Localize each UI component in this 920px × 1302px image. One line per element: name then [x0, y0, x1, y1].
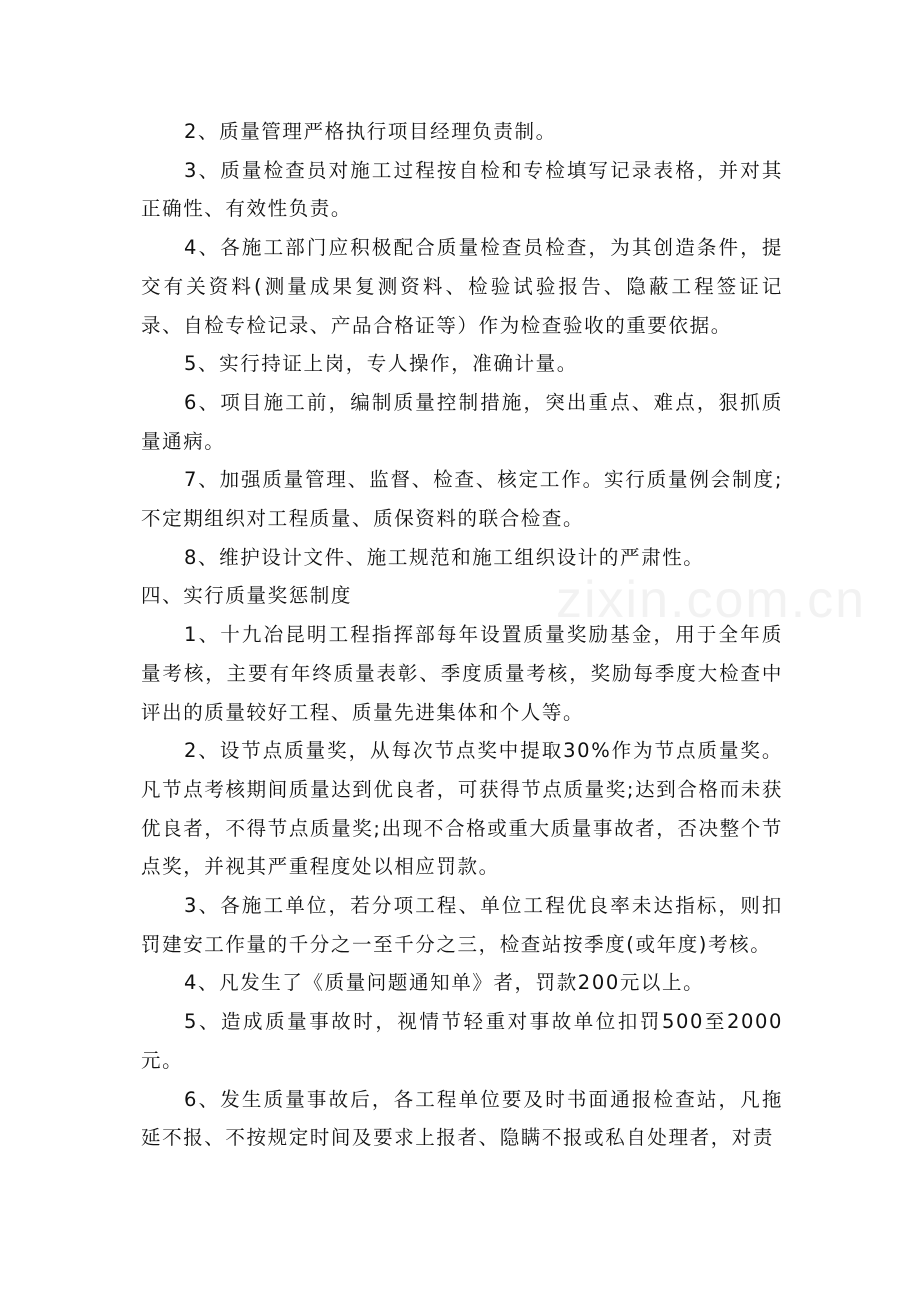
document-body [141, 113, 783, 1158]
paragraph-8: 8、维护设计文件、施工规范和施工组织设计的严肃性。 [184, 545, 705, 569]
watermark: zixin.com.cn [556, 571, 867, 629]
paragraph-5: 5、实行持证上岗，专人操作，准确计量。 [184, 352, 578, 376]
section-paragraph-4: 4、凡发生了《质量问题通知单》者，罚款200元以上。 [184, 971, 705, 995]
section-paragraph-5: 5、造成质量事故时，视情节轻重对事故单位扣罚500至2000元。 [141, 1010, 783, 1072]
paragraph-2: 2、质量管理严格执行项目经理负责制。 [184, 120, 557, 143]
section-paragraph-6: 6、发生质量事故后，各工程单位要及时书面通报检查站，凡拖延不报、不按规定时间及要求上报者、隐瞒不报或私自处理者，对责 [141, 1087, 783, 1150]
section-paragraph-1: 1、十九冶昆明工程指挥部每年设置质量奖励基金，用于全年质量考核，主要有年终质量表彰、季度质量考核，奖励每季度大检查中评出的质量较好工程、质量先进集体和个人等。 [141, 623, 783, 724]
section-heading: 四、实行质量奖惩制度 [141, 584, 353, 608]
paragraph-6: 6、项目施工前，编制质量控制措施，突出重点、难点，狠抓质量通病。 [141, 390, 783, 453]
section-paragraph-3: 3、各施工单位，若分项工程、单位工程优良率未达指标，则扣罚建安工作量的千分之一至千分之三，检查站按季度(或年度)考核。 [141, 894, 783, 956]
paragraph-7: 7、加强质量管理、监督、检查、核定工作。实行质量例会制度;不定期组织对工程质量、质保资料的联合检查。 [141, 468, 783, 531]
paragraph-4: 4、各施工部门应积极配合质量检查员检查，为其创造条件，提交有关资料(测量成果复测资料、检验试验报告、隐蔽工程签证记录、自检专检记录、产品合格证等）作为检查验收的重要依据。 [141, 236, 783, 337]
section-paragraph-2: 2、设节点质量奖，从每次节点奖中提取30%作为节点质量奖。凡节点考核期间质量达到优良者，可获得节点质量奖;达到合格而未获优良者，不得节点质量奖;出现不合格或重大质量事故者，否决整个节点奖，并视其严重程度处以相应罚款。 [141, 739, 783, 879]
paragraph-3: 3、质量检查员对施工过程按自检和专检填写记录表格，并对其正确性、有效性负责。 [141, 158, 783, 221]
